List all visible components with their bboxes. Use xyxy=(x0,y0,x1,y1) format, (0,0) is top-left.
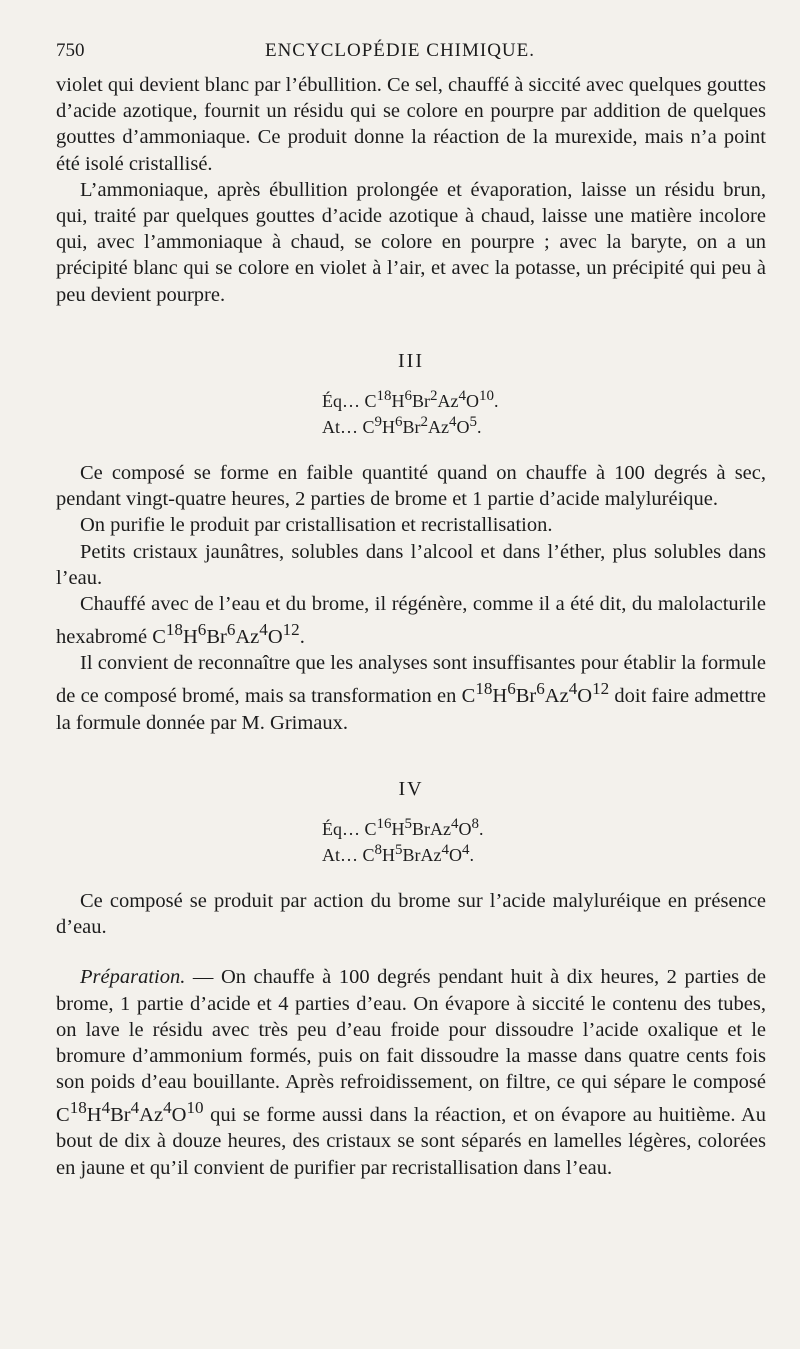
spacer xyxy=(56,866,766,888)
section-heading-iii: III xyxy=(398,349,424,372)
running-header xyxy=(56,40,744,66)
formula-label: At… xyxy=(322,844,358,865)
section-heading-iv: IV xyxy=(398,777,424,800)
paragraph-7: Il convient de reconnaître que les analyses sont insuffisantes pour établir la formule de ce composé bromé, mais sa transformation en $C^{18}H^6Br^6Az^4O^{12}$ doit faire admettre la formule donnée par M. Grimaux. xyxy=(56,652,766,734)
paragraph-6: Chauffé avec de l’eau et du brome, il régénère, comme il a été dit, du malolacturile hexabromé $C^{18}H^6Br^6Az^4O^{12}$. xyxy=(56,593,766,649)
formula-iii-equivalent: Éq… $C^{18}H^6Br^2Az^4O^{10}$. xyxy=(322,388,499,412)
paragraph-9: Préparation. — On chauffe à 100 degrés pendant huit à dix heures, 2 parties de brome, 1 partie d’acide et 4 parties d’eau. On évapore à siccité le contenu des tubes, on lave le résidu avec très peu d’eau froide pour dissoudre l’acide oxalique et le bromure d’ammonium formés, puis on fait dissoudre la masse dans quatre cents fois son poids d’eau bouillante. Après refroidissement, on filtre, ce qui sépare le composé $C^{18}H^4Br^4Az^4O^{10}$ qui se forme aussi dans la réaction, et on évapore au huitième. Au bout de dix à douze heures, des cristaux se sont séparés en lamelles légères, colorées en jaune et qu’il convient de purifier par recristallisation dans l’eau. xyxy=(56,966,766,1179)
formula-iv-atomic: At… $C^8H^5BrAz^4O^4$. xyxy=(322,841,475,865)
spacer xyxy=(56,940,766,964)
preparation-label: Préparation. xyxy=(80,966,186,989)
paragraph-7-text-b: doit faire admettre la formule donnée par M. Grimaux. xyxy=(56,685,766,734)
running-title: ENCYCLOPÉDIE CHIMIQUE. xyxy=(264,40,536,61)
formula-iii-atomic: At… $C^9H^6Br^2Az^4O^5$. xyxy=(322,414,482,438)
page-number: 750 xyxy=(56,40,85,61)
paragraph-5: Petits cristaux jaunâtres, solubles dans l’alcool et dans l’éther, plus solubles dans l’eau. xyxy=(56,540,766,589)
paragraph-6-text: Chauffé avec de l’eau et du brome, il régénère, comme il a été dit, du malolacturile hexabromé xyxy=(56,593,766,649)
formula-label: Éq… xyxy=(322,818,360,839)
paragraph-2: L’ammoniaque, après ébullition prolongée et évaporation, laisse un résidu brun, qui, traité par quelques gouttes d’acide azotique à chaud, laisse une matière incolore qui, avec l’ammoniaque à chaud, se colore en pourpre ; avec la baryte, on a un précipité blanc qui se colore en violet à l’air, et avec la potasse, un précipité qui peu à peu devient pourpre. xyxy=(56,178,766,306)
formula-iv-equivalent: Éq… $C^{16}H^5BrAz^4O^8$. xyxy=(322,815,484,839)
formula-label: Éq… xyxy=(322,391,360,412)
page-body xyxy=(56,72,766,1181)
paragraph-9-text-b: qui se forme aussi dans la réaction, et on évapore au huitième. Au bout de dix à douze heures, des cristaux se sont séparés en lamelles légères, colorées en jaune et qu’il convient de purifier par recristallisation dans l’eau. xyxy=(56,1104,766,1179)
paragraph-7-text-a: Il convient de reconnaître que les analyses sont insuffisantes pour établir la formule de ce composé bromé, mais sa transformation en xyxy=(56,652,766,708)
paragraph-3: Ce composé se forme en faible quantité quand on chauffe à 100 degrés à sec, pendant vingt-quatre heures, 2 parties de brome et 1 partie d’acide malyluréique. xyxy=(56,462,766,511)
paragraph-1: violet qui devient blanc par l’ébullition. Ce sel, chauffé à siccité avec quelques gouttes d’acide azotique, fournit un résidu qui se colore en pourpre par addition de quelques gouttes d’ammoniaque. Ce produit donne la réaction de la murexide, mais n’a point été isolé cristallisé. xyxy=(56,74,766,175)
formula-label: At… xyxy=(322,417,358,438)
paragraph-9-text-a: — On chauffe à 100 degrés pendant huit à dix heures, 2 parties de brome, 1 partie d’acide et 4 parties d’eau. On évapore à siccité le contenu des tubes, on lave le résidu avec très peu d’eau froide pour dissoudre l’acide oxalique et le bromure d’ammonium formés, puis on fait dissoudre la masse dans quatre cents fois son poids d’eau bouillante. Après refroidissement, on filtre, ce qui sépare le composé xyxy=(56,966,766,1094)
paragraph-4: On purifie le produit par cristallisation et recristallisation. xyxy=(80,514,553,537)
spacer xyxy=(56,438,766,460)
paragraph-8: Ce composé se produit par action du brome sur l’acide malyluréique en présence d’eau. xyxy=(56,889,766,939)
